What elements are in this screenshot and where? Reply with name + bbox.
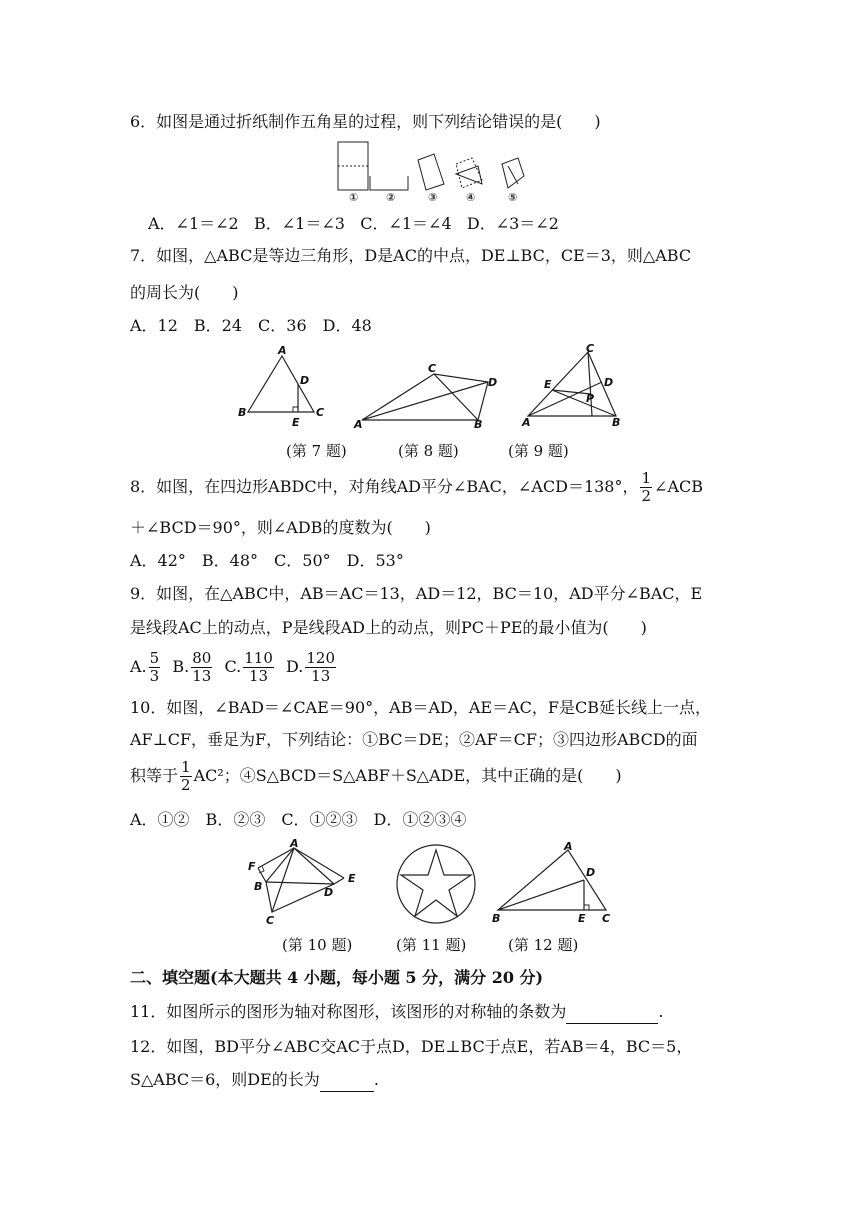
- q6-folding-figure: [332, 136, 542, 206]
- q11-answer-blank[interactable]: [566, 1005, 658, 1024]
- svg-text:P: P: [586, 392, 595, 405]
- svg-text:C: C: [428, 362, 437, 375]
- q7-options: A．12 B．24 C．36 D．48: [130, 316, 372, 335]
- q9-option-b: B. $\frac{80}{13}$: [172, 649, 212, 685]
- q8-fraction-half: $\frac{1}{2}$: [641, 469, 652, 505]
- svg-text:④: ④: [466, 191, 476, 204]
- svg-text:⑤: ⑤: [508, 191, 518, 204]
- q9-option-a: A. $\frac{5}{3}$: [130, 649, 160, 685]
- svg-text:A: A: [564, 840, 573, 853]
- q6-option-a: A．∠1＝∠2: [148, 214, 239, 233]
- svg-text:B: B: [254, 880, 263, 893]
- figure-11-star-in-circle: [388, 842, 484, 926]
- svg-text:C: C: [602, 912, 611, 924]
- svg-text:B: B: [238, 406, 247, 419]
- q8-line1: 8．如图，在四边形ABDC中，对角线AD平分∠BAC，∠ACD＝138°， $\frac{1}{2}$ ∠ACB: [130, 469, 703, 505]
- q10-line1: 10．如图，∠BAD＝∠CAE＝90°，AB＝AD，AE＝AC，F是CB延长线上一点，: [130, 698, 711, 717]
- q6-options: [148, 212, 559, 236]
- svg-text:D: D: [488, 376, 498, 389]
- section-fill-in-heading: 二、填空题(本大题共 4 小题，每小题 5 分，满分 20 分): [130, 968, 544, 987]
- svg-text:①: ①: [349, 191, 359, 204]
- svg-text:A: A: [290, 838, 299, 850]
- caption-q10: (第 10 题): [282, 936, 353, 954]
- caption-q11: (第 11 题): [396, 936, 467, 954]
- svg-text:②: ②: [386, 191, 396, 204]
- q6-option-b: B．∠1＝∠3: [254, 214, 345, 233]
- svg-text:E: E: [544, 378, 552, 391]
- q9-options: [130, 648, 338, 686]
- q10-options: A．①② B．②③ C．①②③ D．①②③④: [130, 810, 467, 829]
- svg-text:B: B: [474, 418, 483, 431]
- svg-text:F: F: [248, 860, 256, 873]
- figure-12: [488, 840, 620, 924]
- svg-text:C: C: [266, 914, 275, 926]
- figure-7: [234, 344, 334, 430]
- q12-line2: S△ABC＝6，则DE的长为 .: [130, 1068, 379, 1092]
- q7-line2: 的周长为( ): [130, 283, 239, 302]
- svg-text:A: A: [522, 416, 531, 429]
- svg-text:B: B: [492, 912, 501, 924]
- caption-q7: (第 7 题): [286, 442, 347, 460]
- svg-text:③: ③: [428, 191, 438, 204]
- caption-q9: (第 9 题): [508, 442, 569, 460]
- svg-text:D: D: [604, 376, 614, 389]
- q6-option-d: D．∠3＝∠2: [466, 214, 559, 233]
- caption-q8: (第 8 题): [398, 442, 459, 460]
- svg-text:D: D: [324, 886, 334, 899]
- svg-text:D: D: [586, 866, 596, 879]
- svg-text:C: C: [316, 406, 325, 419]
- q9-line1: 9．如图，在△ABC中，AB＝AC＝13，AD＝12，BC＝10，AD平分∠BAC，E: [130, 584, 703, 603]
- q10-line2: AF⊥CF，垂足为F，下列结论：①BC＝DE；②AF＝CF；③四边形ABCD的面: [130, 730, 698, 749]
- q9-option-c: C. $\frac{110}{13}$: [224, 649, 273, 685]
- q8-line2: ＋∠BCD＝90°，则∠ADB的度数为( ): [130, 518, 431, 537]
- q11-line: 11．如图所示的图形为轴对称图形，该图形的对称轴的条数为 .: [130, 1000, 663, 1024]
- svg-text:A: A: [278, 344, 287, 357]
- q12-answer-blank[interactable]: [320, 1073, 374, 1092]
- q6-option-c: C．∠1＝∠4: [360, 214, 452, 233]
- svg-text:A: A: [354, 418, 363, 431]
- svg-text:D: D: [300, 374, 310, 387]
- figure-10: [244, 838, 370, 926]
- q10-line3: 积等于 $\frac{1}{2}$ AC²；④S△BCD＝S△ABF＋S△ADE，其中正确的是( ): [130, 758, 622, 794]
- svg-text:E: E: [578, 912, 586, 924]
- svg-text:C: C: [586, 342, 595, 355]
- q7-line1: 7．如图，△ABC是等边三角形，D是AC的中点，DE⊥BC，CE＝3，则△ABC: [130, 246, 692, 265]
- svg-text:E: E: [292, 416, 300, 429]
- q6-stem: 6．如图是通过折纸制作五角星的过程，则下列结论错误的是( ): [130, 112, 601, 131]
- q10-fraction-half: $\frac{1}{2}$: [181, 758, 191, 794]
- figure-9: [514, 342, 628, 432]
- q9-line2: 是线段AC上的动点，P是线段AD上的动点，则PC＋PE的最小值为( ): [130, 618, 647, 637]
- svg-text:B: B: [612, 416, 621, 429]
- figure-8: [352, 360, 502, 432]
- q8-options: A．42° B．48° C．50° D．53°: [130, 551, 404, 570]
- caption-q12: (第 12 题): [508, 936, 579, 954]
- q12-line1: 12．如图，BD平分∠ABC交AC于点D，DE⊥BC于点E，若AB＝4，BC＝5，: [130, 1037, 693, 1056]
- svg-text:E: E: [348, 872, 356, 885]
- q9-option-d: D. $\frac{120}{13}$: [286, 649, 336, 685]
